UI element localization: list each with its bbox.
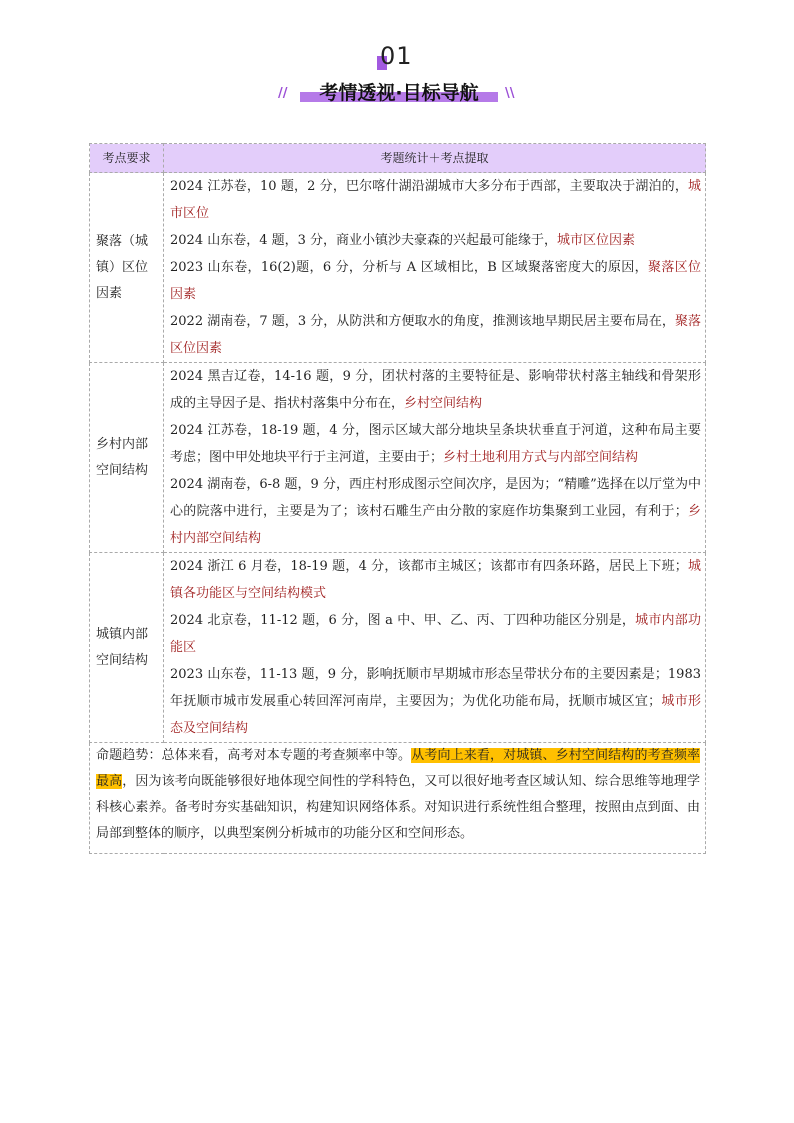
entry-tag: 城市形态及空间结构 bbox=[170, 694, 701, 736]
row-label: 聚落（城镇）区位因素 bbox=[90, 173, 164, 363]
exam-entry bbox=[170, 308, 701, 362]
trend-suffix: ，因为该考向既能够很好地体现空间性的学科特色，又可以很好地考查区域认知、综合思维等地理学科核心素养。备考时夯实基础知识，构建知识网络体系。对知识进行系统性组合整理，按照由点到面、由局部到整体的顺序，以典型案例分析城市的功能分区和空间形态。 bbox=[96, 774, 700, 841]
entry-text: 2023 山东卷，11-13 题，9 分，影响抚顺市早期城市形态呈带状分布的主要因素是；1983 年抚顺市城市发展重心转回浑河南岸，主要因为；为优化功能布局，抚顺市城区宜； bbox=[170, 667, 701, 709]
entry-tag: 乡村空间结构 bbox=[404, 396, 483, 411]
exam-entry bbox=[170, 363, 701, 417]
row-content bbox=[164, 173, 706, 363]
entry-tag: 城市区位因素 bbox=[557, 233, 636, 248]
entry-text: 2022 湖南卷，7 题，3 分，从防洪和方便取水的角度，推测该地早期民居主要布局在， bbox=[170, 314, 675, 329]
row-label: 城镇内部空间结构 bbox=[90, 553, 164, 743]
exam-entry bbox=[170, 173, 701, 227]
table-row bbox=[90, 363, 706, 553]
trend-prefix: 命题趋势：总体来看，高考对本专题的考查频率中等。 bbox=[96, 748, 412, 763]
exam-entry bbox=[170, 553, 701, 607]
decorative-slashes-left: // bbox=[278, 86, 288, 101]
table-row bbox=[90, 173, 706, 363]
trend-row bbox=[90, 743, 706, 854]
row-content bbox=[164, 363, 706, 553]
decorative-slashes-right: \\ bbox=[505, 86, 515, 101]
entry-text: 2024 江苏卷，10 题，2 分，巴尔喀什湖沿湖城市大多分布于西部，主要取决于湖泊的， bbox=[170, 179, 688, 194]
entry-text: 2024 浙江 6 月卷，18-19 题，4 分，该都市主城区；该都市有四条环路，居民上下班； bbox=[170, 559, 688, 574]
section-number: 01 bbox=[380, 42, 413, 70]
trend-highlight: 从考向上来看，对城镇、乡村空间结构的考查频率最高 bbox=[96, 748, 700, 789]
section-title: 考情透视·目标导航 bbox=[319, 82, 479, 104]
column-header-requirement: 考点要求 bbox=[90, 144, 164, 173]
row-label: 乡村内部空间结构 bbox=[90, 363, 164, 553]
column-header-statistics: 考题统计＋考点提取 bbox=[164, 144, 706, 173]
entry-text: 2023 山东卷，16(2)题，6 分，分析与 A 区域相比，B 区域聚落密度大的原因， bbox=[170, 260, 648, 275]
exam-entry bbox=[170, 417, 701, 471]
entry-text: 2024 黑吉辽卷，14-16 题，9 分，团状村落的主要特征是、影响带状村落主轴线和骨架形成的主导因子是、指状村落集中分布在， bbox=[170, 369, 701, 411]
table-row bbox=[90, 553, 706, 743]
entry-text: 2024 湖南卷，6-8 题，9 分，西庄村形成图示空间次序，是因为；“精雕”选择在以厅堂为中心的院落中进行，主要是为了；该村石雕生产由分散的家庭作坊集聚到工业园，有利于； bbox=[170, 477, 701, 519]
entry-tag: 乡村土地利用方式与内部空间结构 bbox=[443, 450, 639, 465]
exam-entry bbox=[170, 661, 701, 742]
table-header-row bbox=[90, 144, 706, 173]
row-content bbox=[164, 553, 706, 743]
entry-tag: 城市内部功能区 bbox=[170, 613, 701, 655]
entry-text: 2024 江苏卷，18-19 题，4 分，图示区域大部分地块呈条块状垂直于河道，这种布局主要考虑；图中甲处地块平行于主河道，主要由于； bbox=[170, 423, 701, 465]
exam-entry bbox=[170, 607, 701, 661]
exam-analysis-table bbox=[89, 143, 706, 854]
exam-entry bbox=[170, 254, 701, 308]
trend-summary bbox=[90, 743, 706, 854]
entry-tag: 城市区位 bbox=[170, 179, 701, 221]
exam-entry bbox=[170, 471, 701, 552]
entry-tag: 乡村内部空间结构 bbox=[170, 504, 701, 546]
entry-tag: 城镇各功能区与空间结构模式 bbox=[170, 559, 701, 601]
entry-tag: 聚落区位因素 bbox=[170, 260, 701, 302]
entry-text: 2024 山东卷，4 题，3 分，商业小镇沙夫豪森的兴起最可能缘于， bbox=[170, 233, 558, 248]
entry-text: 2024 北京卷，11-12 题，6 分，图 a 中、甲、乙、丙、丁四种功能区分别是， bbox=[170, 613, 636, 628]
exam-entry bbox=[170, 227, 701, 254]
entry-tag: 聚落区位因素 bbox=[170, 314, 701, 356]
